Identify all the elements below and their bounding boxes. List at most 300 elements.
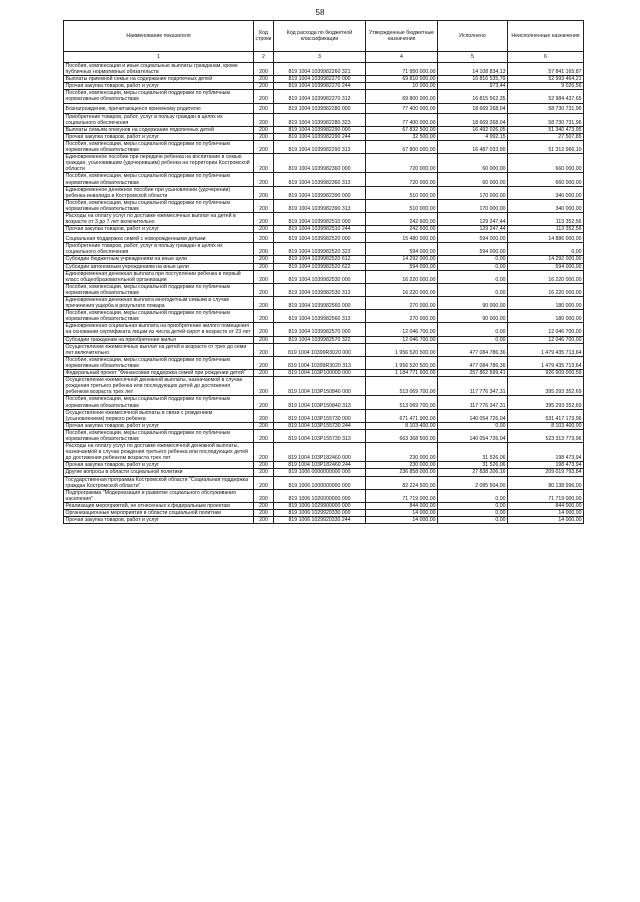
unexecuted-amount: 27 507,85 — [508, 133, 584, 140]
budget-class-code: 819 1004 1039982280 000 — [274, 103, 366, 113]
line-code: 200 — [254, 343, 274, 356]
table-row — [64, 270, 584, 283]
unexecuted-amount: 58 730 731,96 — [508, 113, 584, 126]
indicator-name: Прочая закупка товаров, работ и услуг — [64, 133, 254, 140]
table-row — [64, 113, 584, 126]
approved-amount: 71 719 000,00 — [366, 489, 438, 502]
indicator-name: Субсидии гражданам на приобретение жилья — [64, 336, 254, 343]
approved-amount: 15 480 000,00 — [366, 233, 438, 243]
table-row — [64, 462, 584, 469]
indicator-name: Государственная программа Костромской области "Социальная поддержка граждан Костромской области" — [64, 476, 254, 489]
budget-class-code: 819 1004 103P182460 000 — [274, 443, 366, 462]
indicator-name: Приобретение товаров, работ, услуг в пользу граждан в целях их социального обеспечения — [64, 243, 254, 256]
indicator-name: Вознаграждение, причитающееся приемному родителю — [64, 103, 254, 113]
executed-amount: 140 054 726,04 — [438, 409, 508, 422]
approved-amount: 1 184 771 600,00 — [366, 370, 438, 377]
line-code: 200 — [254, 510, 274, 517]
unexecuted-amount: 395 293 352,69 — [508, 377, 584, 396]
indicator-name: Пособия, компенсации, меры социальной поддержки по публичным нормативным обязательствам — [64, 140, 254, 153]
approved-amount: 12 046 700,00 — [366, 323, 438, 336]
line-code: 200 — [254, 199, 274, 212]
budget-class-code: 819 1004 1039982530 000 — [274, 270, 366, 283]
line-code: 200 — [254, 243, 274, 256]
executed-amount: 60 000,00 — [438, 154, 508, 173]
line-code: 200 — [254, 126, 274, 133]
approved-amount: 720 000,00 — [366, 154, 438, 173]
executed-amount: 0,00 — [438, 283, 508, 296]
budget-class-code: 819 1004 10399R3020 313 — [274, 356, 366, 369]
table-row — [64, 343, 584, 356]
executed-amount: 16 492 026,05 — [438, 126, 508, 133]
approved-amount: 67 800 000,00 — [366, 140, 438, 153]
unexecuted-amount: 660 000,00 — [508, 173, 584, 186]
approved-amount: 844 000,00 — [366, 502, 438, 509]
unexecuted-amount: 523 313 773,96 — [508, 429, 584, 442]
line-code: 200 — [254, 140, 274, 153]
budget-class-code: 819 1004 1039982570 000 — [274, 323, 366, 336]
budget-class-code: 819 1004 1039982280 323 — [274, 113, 366, 126]
table-row — [64, 336, 584, 343]
executed-amount: 477 084 786,36 — [438, 343, 508, 356]
unexecuted-amount: 209 019 793,84 — [508, 469, 584, 476]
unexecuted-amount: 58 730 731,96 — [508, 103, 584, 113]
header-unexecuted: Неисполненные назначения — [508, 21, 584, 52]
line-code: 200 — [254, 173, 274, 186]
indicator-name: Прочая закупка товаров, работ и услуг — [64, 422, 254, 429]
table-row — [64, 90, 584, 103]
table-row — [64, 502, 584, 509]
approved-amount: 10 000,00 — [366, 83, 438, 90]
executed-amount: 27 838 206,16 — [438, 469, 508, 476]
unexecuted-amount: 844 000,00 — [508, 502, 584, 509]
line-code: 200 — [254, 517, 274, 524]
table-row — [64, 133, 584, 140]
line-code: 200 — [254, 83, 274, 90]
line-code: 200 — [254, 323, 274, 336]
table-row — [64, 126, 584, 133]
approved-amount: 513 069 700,00 — [366, 396, 438, 409]
column-number: 4 — [366, 52, 438, 63]
indicator-name: Единовременная денежная выплата при поступлении ребенка в первый класс общеобразовательной организации — [64, 270, 254, 283]
budget-class-code: 819 1004 103P182460 244 — [274, 462, 366, 469]
budget-class-code: 819 1004 1039982520 612 — [274, 256, 366, 263]
indicator-name: Пособия, компенсации и иные социальные выплаты гражданам, кроме публичных нормативных обязательств — [64, 63, 254, 76]
executed-amount: 16 815 562,35 — [438, 90, 508, 103]
table-row — [64, 212, 584, 225]
budget-class-code: 819 1004 1039982530 313 — [274, 283, 366, 296]
executed-amount: 16 816 535,79 — [438, 76, 508, 83]
unexecuted-amount: 14 000,00 — [508, 510, 584, 517]
budget-class-code: 819 1004 103P100000 000 — [274, 370, 366, 377]
indicator-name: Прочая закупка товаров, работ и услуг — [64, 83, 254, 90]
indicator-name: Осуществление ежемесячной выплаты в связи с рождением (усыновлением) первого ребенка — [64, 409, 254, 422]
column-number: 2 — [254, 52, 274, 63]
line-code: 200 — [254, 103, 274, 113]
table-row — [64, 103, 584, 113]
budget-class-code: 819 1006 0000000000 000 — [274, 469, 366, 476]
executed-amount: 117 776 347,31 — [438, 377, 508, 396]
line-code: 200 — [254, 186, 274, 199]
line-code: 200 — [254, 443, 274, 462]
table-row — [64, 429, 584, 442]
budget-class-code: 819 1004 103P155730 313 — [274, 429, 366, 442]
indicator-name: Прочая закупка товаров, работ и услуг — [64, 226, 254, 233]
budget-class-code: 819 1004 1039982510 244 — [274, 226, 366, 233]
approved-amount: 594 000,00 — [366, 243, 438, 256]
approved-amount: 67 832 500,00 — [366, 126, 438, 133]
executed-amount: 31 526,06 — [438, 443, 508, 462]
unexecuted-amount: 1 479 435 713,64 — [508, 343, 584, 356]
indicator-name: Реализация мероприятий, не отнесенных к федеральным проектам — [64, 502, 254, 509]
indicator-name: Другие вопросы в области социальной политики — [64, 469, 254, 476]
unexecuted-amount: 395 293 352,69 — [508, 396, 584, 409]
indicator-name: Расходы на оплату услуг по доставке ежемесячных выплат на детей в возрасте от 3 до 7 лет включительно — [64, 212, 254, 225]
approved-amount: 242 600,00 — [366, 226, 438, 233]
line-code: 200 — [254, 212, 274, 225]
executed-amount: 0,00 — [438, 502, 508, 509]
executed-amount: 2 085 504,00 — [438, 476, 508, 489]
indicator-name: Субсидии бюджетным учреждениям на иные цели — [64, 256, 254, 263]
approved-amount: 77 400 000,00 — [366, 103, 438, 113]
approved-amount: 671 471 900,00 — [366, 409, 438, 422]
table-row — [64, 173, 584, 186]
line-code: 200 — [254, 396, 274, 409]
table-row — [64, 63, 584, 76]
line-code: 200 — [254, 270, 274, 283]
executed-amount: 117 776 347,31 — [438, 396, 508, 409]
unexecuted-amount: 198 473,94 — [508, 443, 584, 462]
table-row — [64, 154, 584, 173]
approved-amount: 270 000,00 — [366, 310, 438, 323]
approved-amount: 14 000,00 — [366, 510, 438, 517]
unexecuted-amount: 180 000,00 — [508, 297, 584, 310]
approved-amount: 82 224 500,00 — [366, 476, 438, 489]
indicator-name: Единовременное пособие при передаче ребенка на воспитание в семью граждан, усыновившим (удочерившим) ребенка на территории Костромской области — [64, 154, 254, 173]
budget-class-code: 819 1004 103P150840 313 — [274, 396, 366, 409]
line-code: 200 — [254, 476, 274, 489]
approved-amount: 16 220 000,00 — [366, 270, 438, 283]
approved-amount: 242 600,00 — [366, 212, 438, 225]
indicator-name: Федеральный проект "Финансовая поддержка семей при рождении детей" — [64, 370, 254, 377]
indicator-name: Прочая закупка товаров, работ и услуг — [64, 462, 254, 469]
line-code: 200 — [254, 226, 274, 233]
table-row — [64, 396, 584, 409]
budget-class-code: 819 1006 1029920330 000 — [274, 510, 366, 517]
executed-amount: 594 000,00 — [438, 233, 508, 243]
indicator-name: Социальная поддержка семей с новорожденными детьми — [64, 233, 254, 243]
executed-amount: 4 992,15 — [438, 133, 508, 140]
unexecuted-amount: 51 312 966,10 — [508, 140, 584, 153]
executed-amount: 18 669 268,04 — [438, 103, 508, 113]
table-row — [64, 489, 584, 502]
unexecuted-amount: 113 352,56 — [508, 226, 584, 233]
line-code: 200 — [254, 462, 274, 469]
approved-amount: 8 103 400,00 — [366, 422, 438, 429]
executed-amount: 90 000,00 — [438, 297, 508, 310]
table-row — [64, 199, 584, 212]
indicator-name: Пособия, компенсации, меры социальной поддержки по публичным нормативным обязательствам — [64, 310, 254, 323]
approved-amount: 14 292 000,00 — [366, 256, 438, 263]
unexecuted-amount: 660 000,00 — [508, 154, 584, 173]
unexecuted-amount: 531 417 173,96 — [508, 409, 584, 422]
indicator-name: Расходы на оплату услуг по доставке ежемесячной денежной выплаты, назначаемой в случае рождения третьего ребенка или последующих детей до достижения ребенком возраста трех лет — [64, 443, 254, 462]
unexecuted-amount: 12 046 700,00 — [508, 336, 584, 343]
budget-class-code: 819 1006 1029920330 244 — [274, 517, 366, 524]
indicator-name: Единовременная социальная выплата на приобретение жилого помещения на основании сертификата лицам из числа детей-сирот в возрасте от 23 лет — [64, 323, 254, 336]
approved-amount: 69 800 000,00 — [366, 90, 438, 103]
indicator-name: Осуществление ежемесячной денежной выплаты, назначаемой в случае рождения третьего ребенка или последующих детей до достижения ребенком возраста трех лет — [64, 377, 254, 396]
line-code: 200 — [254, 489, 274, 502]
unexecuted-amount: 340 000,00 — [508, 186, 584, 199]
unexecuted-amount: 80 138 996,00 — [508, 476, 584, 489]
line-code: 200 — [254, 90, 274, 103]
executed-amount: 0,00 — [438, 256, 508, 263]
indicator-name: Прочая закупка товаров, работ и услуг — [64, 517, 254, 524]
budget-class-code: 819 1006 1020000000 000 — [274, 489, 366, 502]
approved-amount: 513 069 700,00 — [366, 377, 438, 396]
table-row — [64, 377, 584, 396]
table-body — [64, 63, 584, 524]
unexecuted-amount: 594 000,00 — [508, 263, 584, 270]
executed-amount: 0,00 — [438, 510, 508, 517]
approved-amount: 663 368 500,00 — [366, 429, 438, 442]
header-approved: Утвержденные бюджетные назначения — [366, 21, 438, 52]
indicator-name: Пособия, компенсации, меры социальной поддержки по публичным нормативным обязательствам — [64, 356, 254, 369]
budget-class-code: 819 1004 1039982520 323 — [274, 243, 366, 256]
unexecuted-amount: 14 000,00 — [508, 517, 584, 524]
table-row — [64, 263, 584, 270]
budget-class-code: 819 1006 1029900000 000 — [274, 502, 366, 509]
approved-amount: 510 000,00 — [366, 199, 438, 212]
indicator-name: Подпрограмма "Модернизация и развитие социального обслуживания населения" — [64, 489, 254, 502]
approved-amount: 71 950 000,00 — [366, 63, 438, 76]
header-name: Наименование показателя — [64, 21, 254, 52]
line-code: 200 — [254, 297, 274, 310]
unexecuted-amount: 16 220 000,00 — [508, 270, 584, 283]
executed-amount: 129 247,44 — [438, 212, 508, 225]
table-row — [64, 409, 584, 422]
executed-amount: 14 108 834,13 — [438, 63, 508, 76]
table-row — [64, 140, 584, 153]
column-number: 5 — [438, 52, 508, 63]
line-code: 200 — [254, 429, 274, 442]
executed-amount: 0,00 — [438, 270, 508, 283]
budget-class-code: 819 1004 1039982520 622 — [274, 263, 366, 270]
budget-class-code: 819 1004 1039982520 000 — [274, 233, 366, 243]
table-row — [64, 76, 584, 83]
indicator-name: Пособия, компенсации, меры социальной поддержки по публичным нормативным обязательствам — [64, 199, 254, 212]
approved-amount: 720 000,00 — [366, 173, 438, 186]
indicator-name: Пособия, компенсации, меры социальной поддержки по публичным нормативным обязательствам — [64, 283, 254, 296]
budget-class-code: 819 1004 1039982390 313 — [274, 199, 366, 212]
table-row — [64, 510, 584, 517]
budget-class-code: 819 1004 103P155730 244 — [274, 422, 366, 429]
approved-amount: 1 956 520 500,00 — [366, 343, 438, 356]
unexecuted-amount: 113 352,56 — [508, 212, 584, 225]
table-row — [64, 469, 584, 476]
column-number: 1 — [64, 52, 254, 63]
indicator-name: Осуществление ежемесячных выплат на детей в возрасте от трех до семи лет включительно — [64, 343, 254, 356]
unexecuted-amount: 52 984 437,65 — [508, 90, 584, 103]
table-row — [64, 83, 584, 90]
table-row — [64, 443, 584, 462]
executed-amount: 140 054 726,04 — [438, 429, 508, 442]
unexecuted-amount: 52 993 464,21 — [508, 76, 584, 83]
budget-class-code: 819 1004 1039982290 244 — [274, 133, 366, 140]
budget-class-code: 819 1004 10399R3020 000 — [274, 343, 366, 356]
table-row — [64, 370, 584, 377]
budget-class-code: 819 1004 1039982560 000 — [274, 297, 366, 310]
executed-amount: 0,00 — [438, 517, 508, 524]
indicator-name: Выплаты приемной семье на содержание подопечных детей — [64, 76, 254, 83]
indicator-name: Организационные мероприятия в области социальной политики — [64, 510, 254, 517]
budget-class-code: 819 1004 1039982390 000 — [274, 186, 366, 199]
budget-class-code: 819 1004 1039982290 313 — [274, 140, 366, 153]
executed-amount: 129 247,44 — [438, 226, 508, 233]
approved-amount: 1 956 520 500,00 — [366, 356, 438, 369]
indicator-name: Приобретение товаров, работ, услуг в пользу граждан в целях их социального обеспечения — [64, 113, 254, 126]
approved-amount: 230 000,00 — [366, 462, 438, 469]
line-code: 200 — [254, 76, 274, 83]
table-row — [64, 243, 584, 256]
column-number-row — [64, 52, 584, 63]
unexecuted-amount: 1 479 435 713,64 — [508, 356, 584, 369]
executed-amount: 257 862 599,41 — [438, 370, 508, 377]
line-code: 200 — [254, 263, 274, 270]
table-row — [64, 233, 584, 243]
line-code: 200 — [254, 469, 274, 476]
executed-amount: 170 000,00 — [438, 199, 508, 212]
table-row — [64, 517, 584, 524]
header-kbk: Код расхода по бюджетной классификации — [274, 21, 366, 52]
budget-class-code: 819 1006 1000000000 000 — [274, 476, 366, 489]
line-code: 200 — [254, 422, 274, 429]
executed-amount: 0,00 — [438, 489, 508, 502]
unexecuted-amount: 12 046 700,00 — [508, 323, 584, 336]
executed-amount: 0,00 — [438, 422, 508, 429]
indicator-name: Субсидии автономным учреждениям на иные цели — [64, 263, 254, 270]
executed-amount: 60 000,00 — [438, 173, 508, 186]
budget-class-code: 819 1004 1039982570 322 — [274, 336, 366, 343]
table-row — [64, 356, 584, 369]
executed-amount: 0,00 — [438, 336, 508, 343]
executed-amount: 973,44 — [438, 83, 508, 90]
line-code: 200 — [254, 502, 274, 509]
line-code: 200 — [254, 377, 274, 396]
budget-class-code: 819 1004 1039982360 000 — [274, 154, 366, 173]
executed-amount: 0,00 — [438, 323, 508, 336]
budget-class-code: 819 1004 1039982560 313 — [274, 310, 366, 323]
approved-amount: 510 000,00 — [366, 186, 438, 199]
approved-amount: 16 220 000,00 — [366, 283, 438, 296]
executed-amount: 18 669 268,04 — [438, 113, 508, 126]
line-code: 200 — [254, 63, 274, 76]
unexecuted-amount: 340 000,00 — [508, 199, 584, 212]
budget-class-code: 819 1004 1039982260 321 — [274, 63, 366, 76]
executed-amount: 594 000,00 — [438, 243, 508, 256]
unexecuted-amount: 180 000,00 — [508, 310, 584, 323]
line-code: 200 — [254, 356, 274, 369]
unexecuted-amount: 14 886 000,00 — [508, 233, 584, 243]
unexecuted-amount: 16 220 000,00 — [508, 283, 584, 296]
indicator-name: Пособия, компенсации, меры социальной поддержки по публичным нормативным обязательствам — [64, 90, 254, 103]
table-row — [64, 226, 584, 233]
line-code: 200 — [254, 310, 274, 323]
header-executed: Исполнено — [438, 21, 508, 52]
executed-amount: 90 000,00 — [438, 310, 508, 323]
budget-class-code: 819 1004 1039982290 000 — [274, 126, 366, 133]
budget-class-code: 819 1004 1039982360 313 — [274, 173, 366, 186]
approved-amount: 69 810 000,00 — [366, 76, 438, 83]
executed-amount: 0,00 — [438, 263, 508, 270]
table-row — [64, 283, 584, 296]
page-number: 58 — [315, 8, 325, 17]
approved-amount: 12 046 700,00 — [366, 336, 438, 343]
table-row — [64, 186, 584, 199]
approved-amount: 270 000,00 — [366, 297, 438, 310]
indicator-name: Выплаты семьям опекунов на содержание подопечных детей — [64, 126, 254, 133]
header-code: Код строки — [254, 21, 274, 52]
line-code: 200 — [254, 336, 274, 343]
table-row — [64, 476, 584, 489]
executed-amount: 16 487 033,90 — [438, 140, 508, 153]
unexecuted-amount: 926 909 000,59 — [508, 370, 584, 377]
line-code: 200 — [254, 113, 274, 126]
unexecuted-amount: 14 292 000,00 — [508, 256, 584, 263]
budget-class-code: 819 1004 1039982510 000 — [274, 212, 366, 225]
table-row — [64, 422, 584, 429]
executed-amount: 477 084 786,36 — [438, 356, 508, 369]
table-row — [64, 256, 584, 263]
approved-amount: 77 400 000,00 — [366, 113, 438, 126]
budget-class-code: 819 1004 1039982270 244 — [274, 83, 366, 90]
indicator-name: Пособия, компенсации, меры социальной поддержки по публичным нормативным обязательствам — [64, 173, 254, 186]
unexecuted-amount: 0,00 — [508, 243, 584, 256]
budget-class-code: 819 1004 1039982270 000 — [274, 76, 366, 83]
approved-amount: 14 000,00 — [366, 517, 438, 524]
indicator-name: Единовременное денежное пособие при усыновлении (удочерении) ребенка-инвалида в Костромской области — [64, 186, 254, 199]
line-code: 200 — [254, 233, 274, 243]
column-number: 3 — [274, 52, 366, 63]
budget-class-code: 819 1004 103P155730 000 — [274, 409, 366, 422]
unexecuted-amount: 8 103 400,00 — [508, 422, 584, 429]
approved-amount: 230 000,00 — [366, 443, 438, 462]
table-row — [64, 323, 584, 336]
executed-amount: 170 000,00 — [438, 186, 508, 199]
indicator-name: Пособия, компенсации, меры социальной поддержки по публичным нормативным обязательствам — [64, 429, 254, 442]
approved-amount: 32 500,00 — [366, 133, 438, 140]
approved-amount: 594 000,00 — [366, 263, 438, 270]
unexecuted-amount: 71 719 000,00 — [508, 489, 584, 502]
table-header-row — [64, 21, 584, 52]
line-code: 200 — [254, 409, 274, 422]
unexecuted-amount: 198 473,94 — [508, 462, 584, 469]
budget-class-code: 819 1004 1039982270 313 — [274, 90, 366, 103]
table-row — [64, 310, 584, 323]
line-code: 200 — [254, 256, 274, 263]
budget-execution-table — [63, 20, 584, 524]
unexecuted-amount: 51 340 473,95 — [508, 126, 584, 133]
unexecuted-amount: 57 841 165,87 — [508, 63, 584, 76]
budget-class-code: 819 1004 103P150840 000 — [274, 377, 366, 396]
indicator-name: Пособия, компенсации, меры социальной поддержки по публичным нормативным обязательствам — [64, 396, 254, 409]
line-code: 200 — [254, 283, 274, 296]
unexecuted-amount: 9 026,56 — [508, 83, 584, 90]
line-code: 200 — [254, 133, 274, 140]
indicator-name: Единовременная денежная выплата многодетным семьям в случае причинения ущерба в результате пожара — [64, 297, 254, 310]
table-row — [64, 297, 584, 310]
column-number: 6 — [508, 52, 584, 63]
